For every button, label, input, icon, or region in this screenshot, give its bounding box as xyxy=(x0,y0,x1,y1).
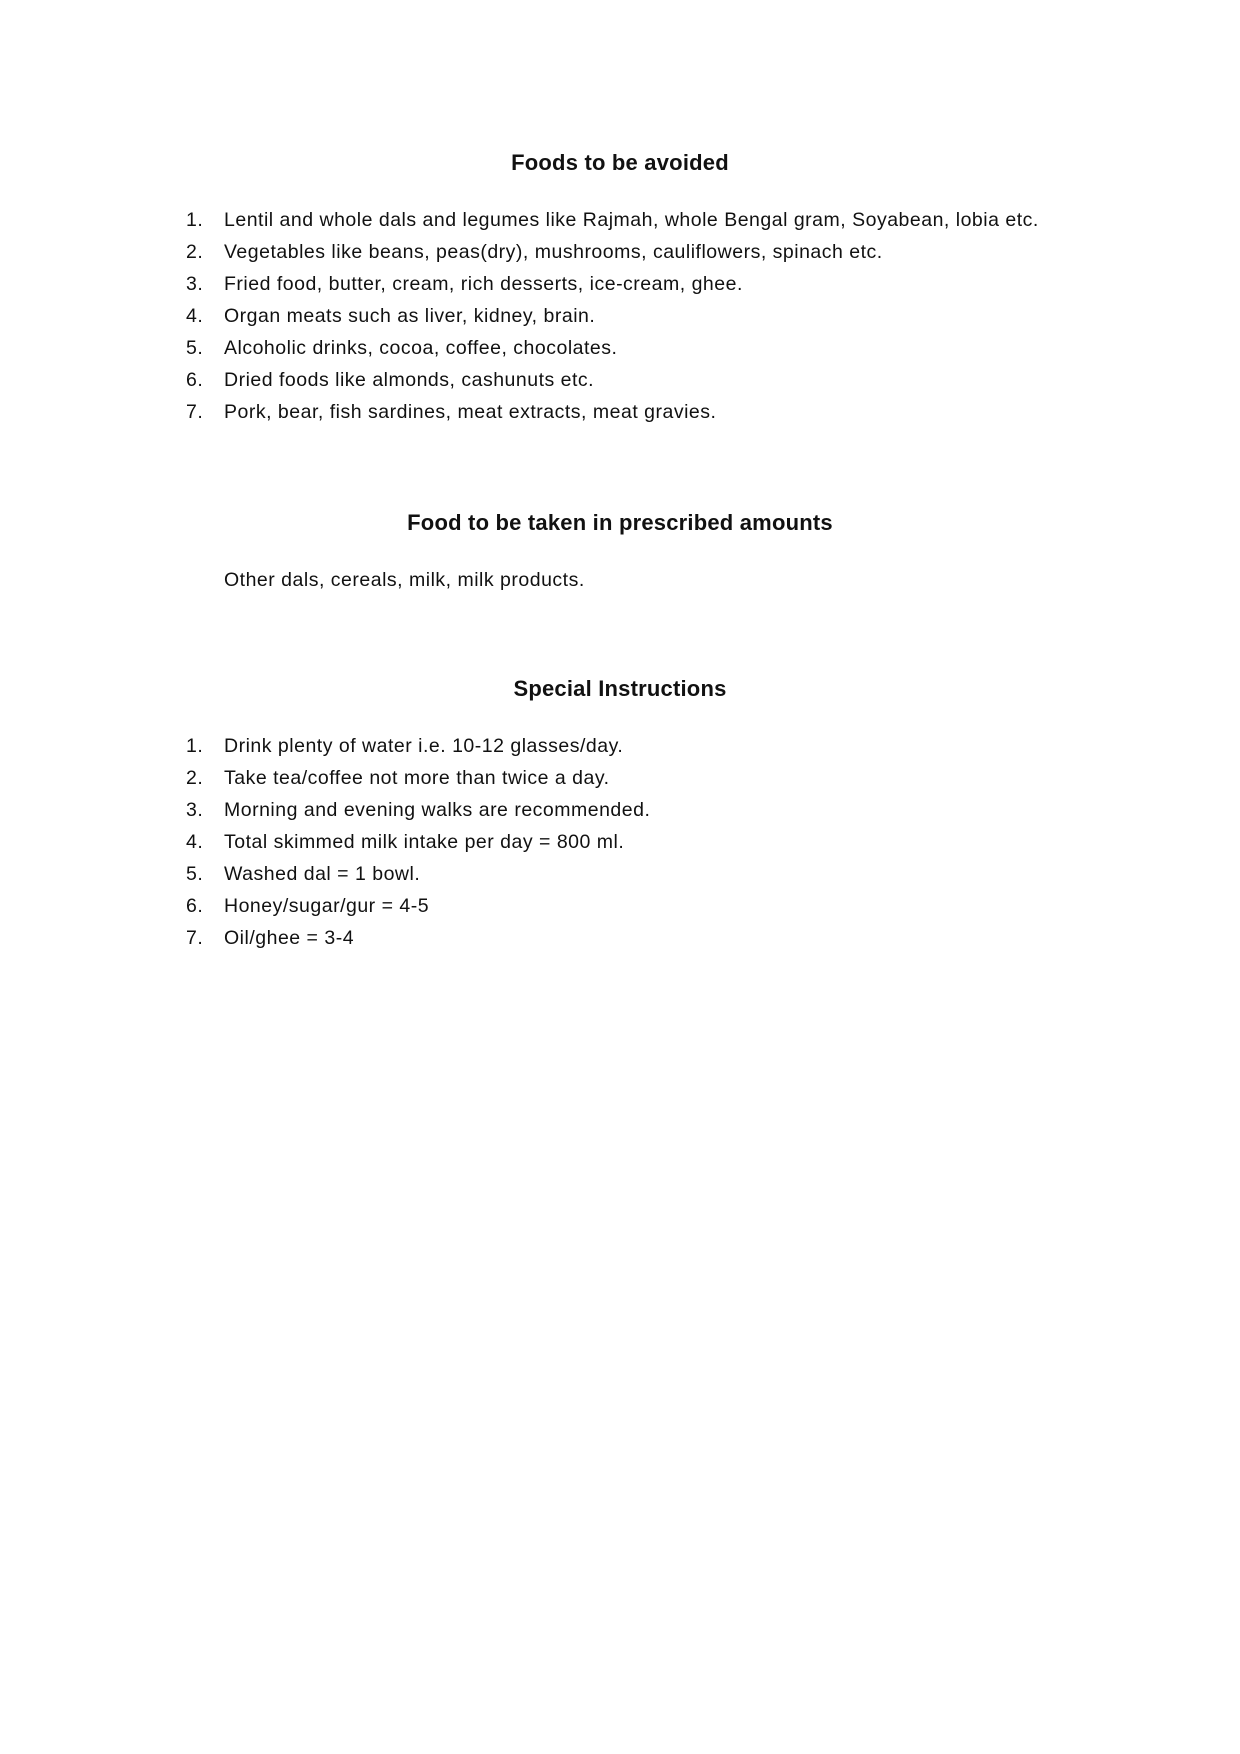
item-text: Oil/ghee = 3-4 xyxy=(224,927,355,949)
list-item xyxy=(186,268,1039,300)
list-item xyxy=(186,204,1039,236)
prescribed-text: Other dals, cereals, milk, milk products. xyxy=(224,569,585,591)
item-number: 2. xyxy=(186,767,204,789)
list-item xyxy=(186,890,650,922)
item-text: Washed dal = 1 bowl. xyxy=(224,863,421,885)
item-text: Drink plenty of water i.e. 10-12 glasses/day. xyxy=(224,735,624,757)
item-number: 4. xyxy=(186,831,204,853)
list-item xyxy=(186,300,1039,332)
item-text: Fried food, butter, cream, rich desserts, ice-cream, ghee. xyxy=(224,273,743,295)
item-number: 3. xyxy=(186,799,204,821)
item-number: 1. xyxy=(186,735,204,757)
list-item xyxy=(186,762,650,794)
item-text: Organ meats such as liver, kidney, brain. xyxy=(224,305,596,327)
item-text: Morning and evening walks are recommended. xyxy=(224,799,651,821)
list-item xyxy=(186,826,650,858)
item-text: Take tea/coffee not more than twice a day. xyxy=(224,767,610,789)
item-number: 2. xyxy=(186,241,204,263)
item-text: Lentil and whole dals and legumes like Rajmah, whole Bengal gram, Soyabean, lobia etc. xyxy=(224,209,1039,231)
item-text: Pork, bear, fish sardines, meat extracts, meat gravies. xyxy=(224,401,717,423)
item-number: 6. xyxy=(186,369,204,391)
item-number: 4. xyxy=(186,305,204,327)
list-item xyxy=(186,396,1039,428)
heading-special-instructions: Special Instructions xyxy=(513,676,727,701)
item-number: 7. xyxy=(186,401,204,423)
item-text: Honey/sugar/gur = 4-5 xyxy=(224,895,430,917)
item-number: 7. xyxy=(186,927,204,949)
list-item xyxy=(186,236,1039,268)
heading-foods-avoided: Foods to be avoided xyxy=(511,150,729,175)
list-item xyxy=(186,922,650,954)
item-number: 5. xyxy=(186,863,204,885)
list-item xyxy=(186,858,650,890)
item-text: Vegetables like beans, peas(dry), mushrooms, cauliflowers, spinach etc. xyxy=(224,241,883,263)
item-text: Alcoholic drinks, cocoa, coffee, chocolates. xyxy=(224,337,618,359)
heading-prescribed-amounts: Food to be taken in prescribed amounts xyxy=(407,510,833,535)
item-number: 3. xyxy=(186,273,204,295)
list-item xyxy=(186,730,650,762)
item-number: 6. xyxy=(186,895,204,917)
item-number: 1. xyxy=(186,209,204,231)
instructions-list xyxy=(186,730,650,954)
list-item xyxy=(186,332,1039,364)
list-item xyxy=(186,364,1039,396)
list-item xyxy=(186,794,650,826)
avoided-list xyxy=(186,204,1039,428)
item-number: 5. xyxy=(186,337,204,359)
item-text: Dried foods like almonds, cashunuts etc. xyxy=(224,369,595,391)
item-text: Total skimmed milk intake per day = 800 ml. xyxy=(224,831,625,853)
